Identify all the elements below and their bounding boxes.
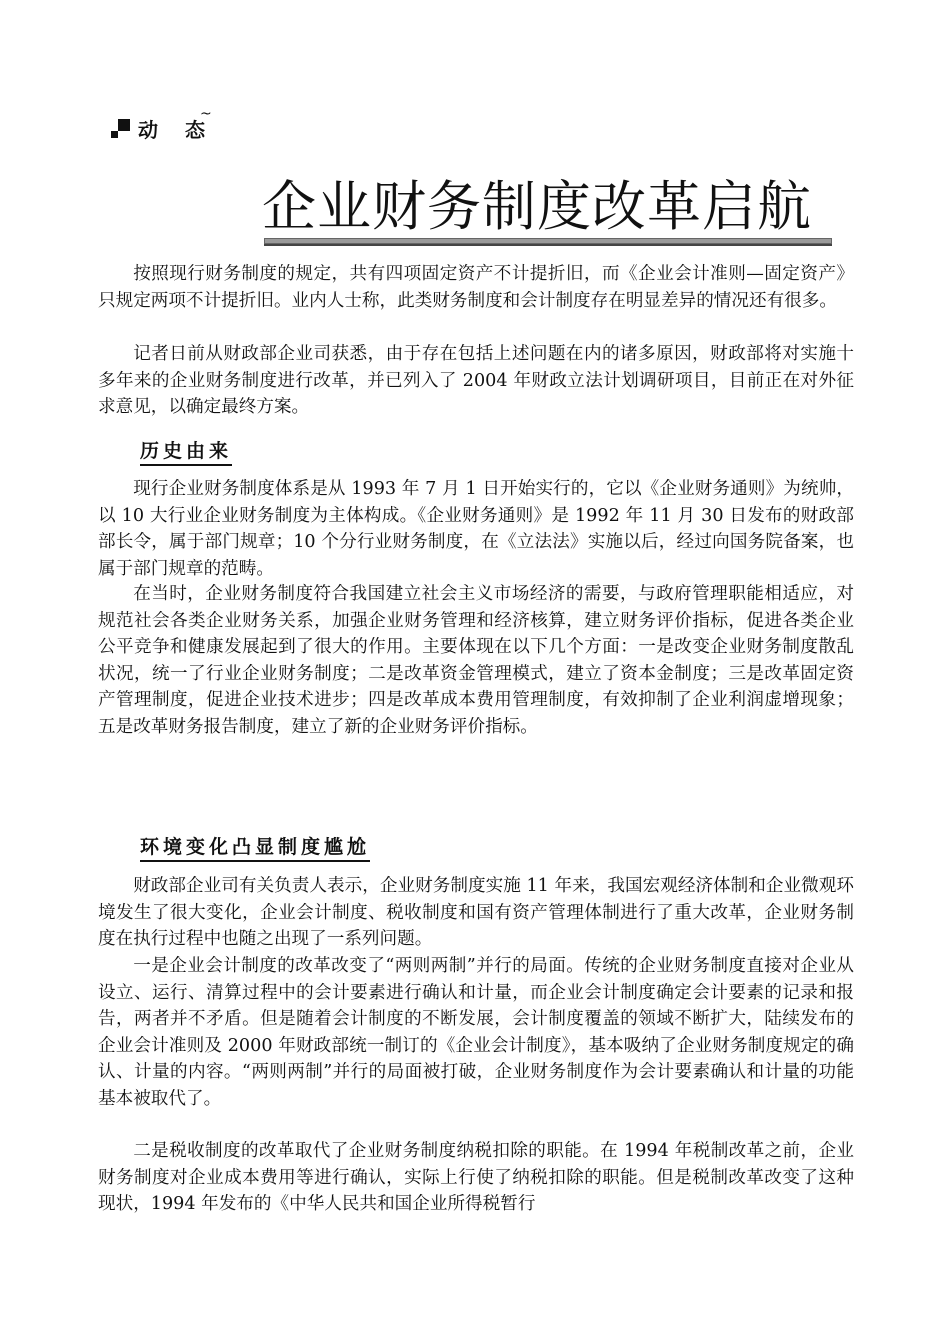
environment-paragraph-1: 财政部企业司有关负责人表示，企业财务制度实施 11 年来，我国宏观经济体制和企业微观环境发生了很大变化，企业会计制度、税收制度和国有资产管理体制进行了重大改革，企业财务制度在执行过程中也随之出现了一系列问题。 — [98, 876, 854, 949]
column-label-text: 动 态 — [138, 118, 215, 142]
section-heading-history: 历史由来 — [140, 436, 232, 466]
environment-paragraph-3: 二是税收制度的改革取代了企业财务制度纳税扣除的职能。在 1994 年税制改革之前，企业财务制度对企业成本费用等进行确认，实际上行使了纳税扣除的职能。但是税制改革改变了这种现状，1994 年发布的《中华人民共和国企业所得税暂行 — [98, 1141, 854, 1214]
column-tilde: ~ — [200, 106, 212, 122]
column-marker-icon — [110, 119, 132, 139]
intro-paragraph-1: 按照现行财务制度的规定，共有四项固定资产不计提折旧，而《企业会计准则—固定资产》只规定两项不计提折旧。业内人士称，此类财务制度和会计制度存在明显差异的情况还有很多。 — [98, 264, 854, 311]
intro-paragraph-2: 记者日前从财政部企业司获悉，由于存在包括上述问题在内的诸多原因，财政部将对实施十多年来的企业财务制度进行改革，并已列入了 2004 年财政立法计划调研项目，目前正在对外征求意见，以确定最终方案。 — [98, 344, 854, 417]
section-heading-environment: 环境变化凸显制度尴尬 — [140, 832, 370, 862]
article-title: 企业财务制度改革启航 — [262, 175, 812, 238]
environment-paragraph-2: 一是企业会计制度的改革改变了“两则两制”并行的局面。传统的企业财务制度直接对企业从设立、运行、清算过程中的会计要素进行确认和计量，而企业会计制度确定会计要素的记录和报告，两者并不矛盾。但是随着会计制度的不断发展，会计制度覆盖的领域不断扩大，陆续发布的企业会计准则及 2000 年财政部统一制订的《企业会计制度》，基本吸纳了企业财务制度规定的确认、计量的内容。“两则两制”并行的局面被打破，企业财务制度作为会计要素确认和计量的功能基本被取代了。 — [98, 956, 854, 1109]
title-underline-shadow — [264, 244, 832, 246]
history-paragraph-2: 在当时，企业财务制度符合我国建立社会主义市场经济的需要，与政府管理职能相适应，对规范社会各类企业财务关系，加强企业财务管理和经济核算，建立财务评价指标，促进各类企业公平竞争和健康发展起到了很大的作用。主要体现在以下几个方面：一是改变企业财务制度散乱状况，统一了行业企业财务制度；二是改革资金管理模式，建立了资本金制度；三是改革固定资产管理制度，促进企业技术进步；四是改革成本费用管理制度，有效抑制了企业利润虚增现象；五是改革财务报告制度，建立了新的企业财务评价指标。 — [98, 584, 854, 737]
history-paragraph-1: 现行企业财务制度体系是从 1993 年 7 月 1 日开始实行的，它以《企业财务通则》为统帅，以 10 大行业企业财务制度为主体构成。《企业财务通则》是 1992 年 11 月 30 日发布的财政部部长令，属于部门规章；10 个分行业财务制度，在《立法法》实施以后，经过向国务院备案，也属于部门规章的范畴。 — [98, 479, 854, 579]
